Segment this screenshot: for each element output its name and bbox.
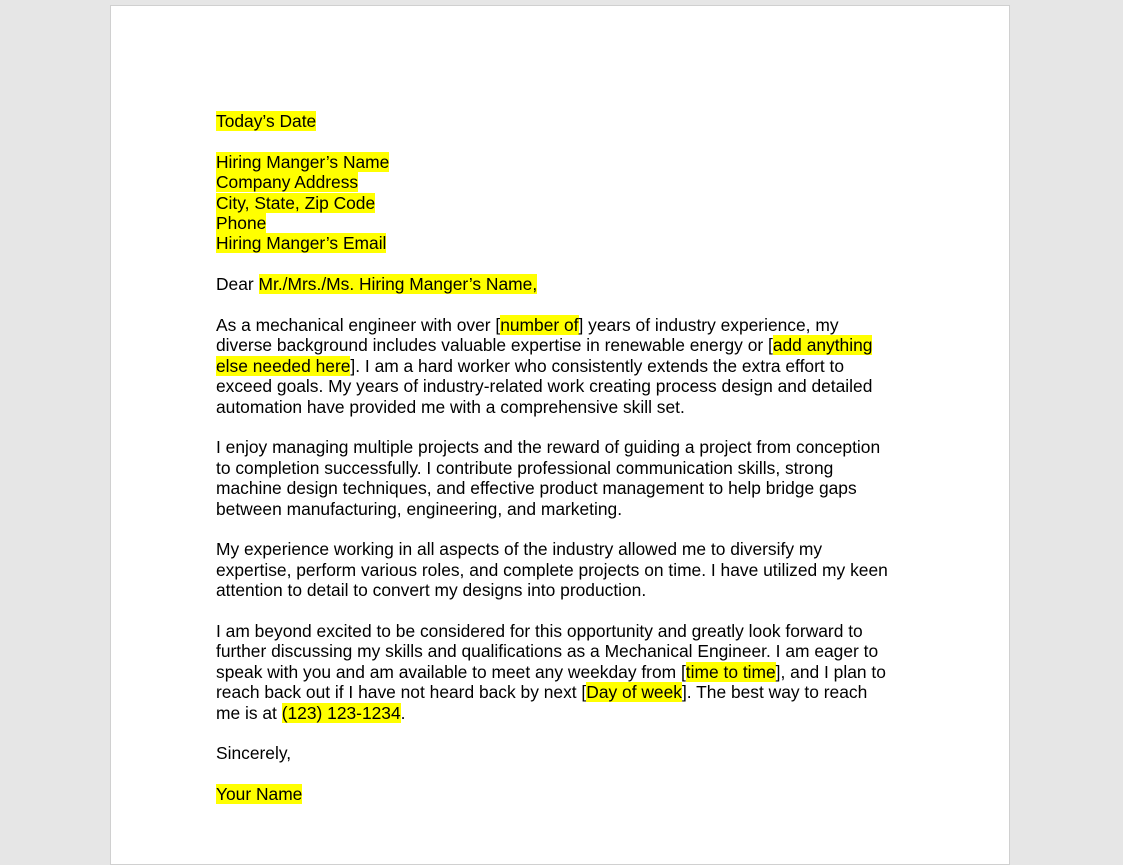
paragraph-4-line: I am beyond excited to be considered for this opportunity and greatly look forward to bbox=[216, 621, 863, 642]
extra-placeholder: else needed here bbox=[216, 355, 351, 376]
text: ], and I plan to bbox=[775, 661, 886, 682]
paragraph-1-line bbox=[216, 356, 906, 376]
paragraph-2-line: machine design techniques, and effective product management to help bridge gaps bbox=[216, 478, 857, 499]
paragraph-4-line bbox=[216, 682, 906, 702]
paragraph-2-line: between manufacturing, engineering, and marketing. bbox=[216, 498, 623, 519]
paragraph-3-line: attention to detail to convert my designs into production. bbox=[216, 580, 647, 601]
text: As a mechanical engineer with over [ bbox=[216, 315, 501, 336]
recipient-city-line bbox=[216, 193, 906, 213]
text: diverse background includes valuable expertise in renewable energy or [ bbox=[216, 335, 773, 356]
text: ]. I am a hard worker who consistently extends the extra effort to bbox=[350, 355, 845, 376]
document-page bbox=[110, 5, 1010, 865]
years-placeholder: number of bbox=[500, 315, 579, 336]
date-line bbox=[216, 111, 906, 131]
spacer bbox=[216, 131, 906, 151]
salutation-prefix: Dear bbox=[216, 274, 259, 295]
spacer bbox=[216, 723, 906, 743]
spacer bbox=[216, 417, 906, 437]
paragraph-3-line: My experience working in all aspects of the industry allowed me to diversify my bbox=[216, 539, 823, 560]
recipient-address-line bbox=[216, 172, 906, 192]
signature-line bbox=[216, 784, 906, 804]
salutation-name-placeholder: Mr./Mrs./Ms. Hiring Manger’s Name, bbox=[258, 274, 538, 295]
spacer bbox=[216, 601, 906, 621]
paragraph-4-line bbox=[216, 703, 906, 723]
day-placeholder: Day of week bbox=[586, 682, 682, 703]
spacer bbox=[216, 764, 906, 784]
recipient-name-placeholder: Hiring Manger’s Name bbox=[216, 151, 390, 172]
paragraph-1-line: exceed goals. My years of industry-related work creating process design and detailed bbox=[216, 376, 873, 397]
date-placeholder: Today’s Date bbox=[216, 111, 317, 131]
spacer bbox=[216, 519, 906, 539]
recipient-email-placeholder: Hiring Manger’s Email bbox=[216, 233, 387, 254]
paragraph-3-line: expertise, perform various roles, and complete projects on time. I have utilized my keen bbox=[216, 559, 888, 580]
recipient-name-line bbox=[216, 152, 906, 172]
spacer bbox=[216, 295, 906, 315]
recipient-city-placeholder: City, State, Zip Code bbox=[216, 192, 376, 213]
signature-placeholder: Your Name bbox=[216, 784, 303, 805]
text: me is at bbox=[216, 702, 282, 723]
phone-number-placeholder: (123) 123-1234 bbox=[281, 702, 401, 723]
salutation bbox=[216, 274, 906, 294]
paragraph-2-line: to completion successfully. I contribute professional communication skills, strong bbox=[216, 457, 834, 478]
time-placeholder: time to time bbox=[685, 661, 776, 682]
text: speak with you and am available to meet any weekday from [ bbox=[216, 661, 686, 682]
text: ]. The best way to reach bbox=[681, 682, 868, 703]
recipient-email-line bbox=[216, 233, 906, 253]
closing: Sincerely, bbox=[216, 743, 292, 764]
paragraph-4-line: further discussing my skills and qualifications as a Mechanical Engineer. I am eager to bbox=[216, 641, 879, 662]
paragraph-1-line bbox=[216, 335, 906, 355]
recipient-address-placeholder: Company Address bbox=[216, 172, 359, 193]
paragraph-2-line: I enjoy managing multiple projects and the reward of guiding a project from conception bbox=[216, 437, 881, 458]
text: . bbox=[400, 702, 406, 723]
extra-placeholder: add anything bbox=[772, 335, 873, 356]
text: ] years of industry experience, my bbox=[578, 315, 839, 336]
paragraph-4-line bbox=[216, 662, 906, 682]
recipient-phone-placeholder: Phone bbox=[216, 213, 267, 234]
paragraph-1-line: automation have provided me with a comprehensive skill set. bbox=[216, 396, 685, 417]
recipient-phone-line bbox=[216, 213, 906, 233]
cover-letter-body bbox=[216, 111, 906, 805]
text: reach back out if I have not heard back by next [ bbox=[216, 682, 587, 703]
paragraph-1-line bbox=[216, 315, 906, 335]
spacer bbox=[216, 254, 906, 274]
